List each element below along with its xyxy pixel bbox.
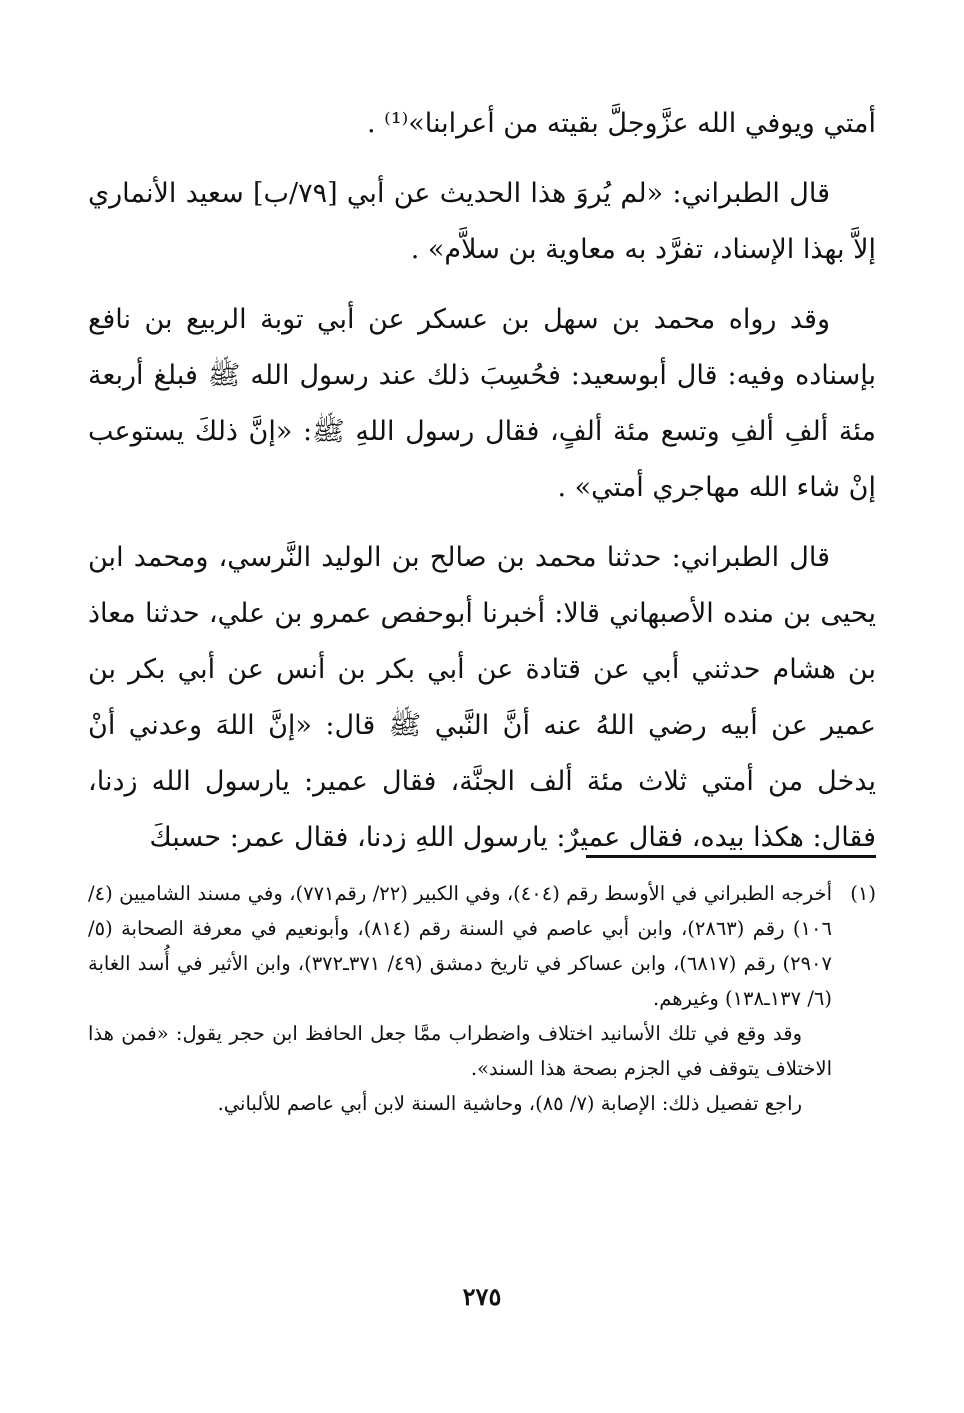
footnote-1: [88, 876, 876, 1121]
footnote-body: [88, 876, 832, 1121]
footnote-paragraph-3: راجع تفصيل ذلك: الإصابة (٧/ ٨٥)، وحاشية السنة لابن أبي عاصم للألباني.: [217, 1092, 802, 1115]
paragraph-1: أمتي ويوفي الله عزَّوجلَّ بقيته من أعرابنا»⁽¹⁾ .: [367, 108, 876, 139]
paragraph-3: وقد رواه محمد بن سهل بن عسكر عن أبي توبة الربيع بن نافع بإسناده وفيه: قال أبوسعيد: فحُسِبَ ذلك عند رسول الله ﷺ فبلغ أربعة مئة ألفِ ألفِ وتسع مئة ألفٍ، فقال رسول اللهِ ﷺ: «إنَّ ذلكَ يستوعب إنْ شاء الله مهاجري أمتي» .: [88, 304, 876, 503]
footnote-number: (١): [850, 882, 876, 905]
footnote-separator: [586, 855, 876, 858]
main-text: [88, 96, 876, 880]
footnote-paragraph-1: أخرجه الطبراني في الأوسط رقم (٤٠٤)، وفي الكبير (٢٢/ رقم٧٧١)، وفي مسند الشاميين (٤/ ١٠٦) رقم (٢٨٦٣)، وابن أبي عاصم في السنة رقم (٨١٤)، وأبونعيم في معرفة الصحابة (٥/ ٢٩٠٧) رقم (٦٨١٧)، وابن عساكر في تاريخ دمشق (٤٩/ ٣٧١ـ٣٧٢)، وابن الأثير في أُسد الغابة (٦/ ١٣٧ـ١٣٨) وغيرهم.: [88, 882, 833, 1010]
footnotes: [88, 876, 876, 1121]
paragraph-2: قال الطبراني: «لم يُروَ هذا الحديث عن أبي [٧٩/ب] سعيد الأنماري إلاَّ بهذا الإسناد، تفرَّد به معاوية بن سلاَّم» .: [88, 178, 876, 265]
paragraph-4: قال الطبراني: حدثنا محمد بن صالح بن الوليد النَّرسي، ومحمد ابن يحيى بن منده الأصبهاني قالا: أخبرنا أبوحفص عمرو بن علي، حدثنا معاذ بن هشام حدثني أبي عن قتادة عن أبي بكر بن أنس عن أبي بكر بن عمير عن أبيه رضي اللهُ عنه أنَّ النَّبي ﷺ قال: «إنَّ اللهَ وعدني أنْ يدخل من أمتي ثلاث مئة ألف الجنَّة، فقال عمير: يارسول الله زدنا، فقال: هكذا بيده، فقال عميرٌ: يارسول اللهِ زدنا، فقال عمر: حسبكَ: [88, 542, 876, 853]
footnote-paragraph-2: وقد وقع في تلك الأسانيد اختلاف واضطراب ممَّا جعل الحافظ ابن حجر يقول: «فمن هذا الاختلاف يتوقف في الجزم بصحة هذا السند».: [88, 1022, 832, 1080]
page-number: ٢٧٥: [462, 1282, 502, 1311]
